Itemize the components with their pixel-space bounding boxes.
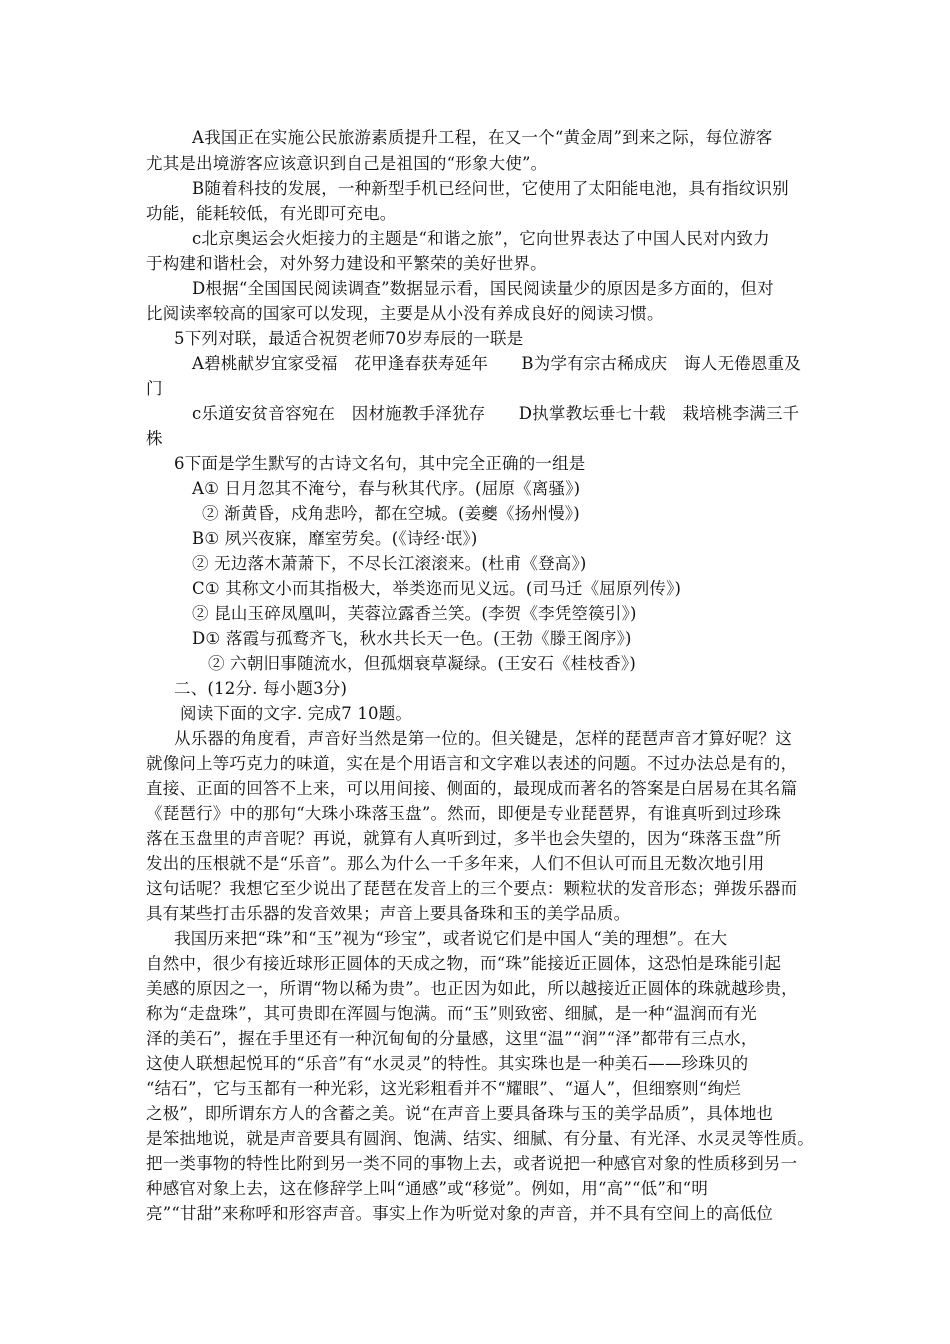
text-line: 落在玉盘里的声音呢？再说，就算有人真听到过，多半也会失望的，因为“珠落玉盘”所 xyxy=(146,829,782,848)
text-line: ② 渐黄昏，戍角悲吟，都在空城。(姜夔《扬州慢》) xyxy=(202,504,580,523)
text-line: 比阅读率较高的国家可以发现，主要是从小没有养成良好的阅读习惯。 xyxy=(146,304,664,323)
text-line: 功能，能耗较低，有光即可充电。 xyxy=(146,204,397,223)
text-line: D根据“全国国民阅读调查”数据显示看，国民阅读量少的原因是多方面的，但对 xyxy=(192,279,774,298)
text-line: 之极”，即所谓东方人的含蓄之美。说“在声音上要具备珠与玉的美学品质”，具体地也 xyxy=(146,1104,774,1123)
text-line: ② 六朝旧事随流水，但孤烟衰草凝绿。(王安石《桂枝香》) xyxy=(208,654,636,673)
text-line: 就像问上等巧克力的味道，实在是个用语言和文字难以表述的问题。不过办法总是有的， xyxy=(146,754,798,773)
text-line: 这句话呢？我想它至少说出了琵琶在发音上的三个要点：颗粒状的发音形态；弹拨乐器而 xyxy=(146,879,798,898)
section-heading: 二、(12分. 每小题3分) xyxy=(174,679,348,698)
text-line: ② 昆山玉碎凤凰叫，芙蓉泣露香兰笑。(李贺《李凭箜篌引》) xyxy=(192,604,637,623)
text-line: 自然中，很少有接近球形正圆体的天成之物，而“珠”能接近正圆体，这恐怕是珠能引起 xyxy=(146,954,782,973)
text-line: 这使人联想起悦耳的“乐音”有“水灵灵”的特性。其实珠也是一种美石——珍珠贝的 xyxy=(146,1054,749,1073)
text-line: “结石”，它与玉都有一种光彩，这光彩粗看并不“耀眼”、“逼人”，但细察则“绚烂 xyxy=(146,1079,741,1098)
text-line: A碧桃献岁宜家受福 花甲逢春获寿延年 B为学有宗古稀成庆 诲人无倦恩重及 xyxy=(192,354,801,373)
text-line: 阅读下面的文字. 完成7 10题。 xyxy=(180,704,413,723)
text-line: 泽的美石”，握在手里还有一种沉甸甸的分量感，这里“温”“润”“泽”都带有三点水， xyxy=(146,1029,758,1048)
text-line: 于构建和谐杜会，对外努力建设和平繁荣的美好世界。 xyxy=(146,254,547,273)
text-line: 株 xyxy=(146,429,163,448)
question-stem: 5下列对联，最适合祝贺老师70岁寿辰的一联是 xyxy=(174,329,524,348)
question-stem: 6下面是学生默写的古诗文名句，其中完全正确的一组是 xyxy=(174,454,586,473)
text-line: c乐道安贫音容宛在 因材施教手泽犹存 D执掌教坛垂七十载 栽培桃李满三千 xyxy=(192,404,800,423)
text-line: A我国正在实施公民旅游素质提升工程，在又一个“黄金周”到来之际，每位游客 xyxy=(192,128,773,147)
text-line: C① 其称文小而其指极大，举类迩而见义远。(司马迁《屈原列传》) xyxy=(192,579,682,598)
text-line: 发出的压根就不是“乐音”。那么为什么一千多年来，人们不但认可而且无数次地引用 xyxy=(146,854,765,873)
text-line: 直接、正面的回答不上来，可以用间接、侧面的，最现成而著名的答案是白居易在其名篇 xyxy=(146,779,798,798)
text-line: D① 落霞与孤鹜齐飞，秋水共长天一色。(王勃《滕王阁序》) xyxy=(192,629,632,648)
text-line: 具有某些打击乐器的发音效果；声音上要具备珠和玉的美学品质。 xyxy=(146,904,631,923)
text-line: 门 xyxy=(146,379,163,398)
text-line: ② 无边落木萧萧下，不尽长江滚滚来。(杜甫《登高》) xyxy=(192,554,587,573)
text-line: B随着科技的发展，一种新型手机已经问世，它使用了太阳能电池，具有指纹识别 xyxy=(192,179,789,198)
text-line: 美感的原因之一，所谓“物以稀为贵”。也正因为如此，所以越接近正圆体的珠就越珍贵， xyxy=(146,979,798,998)
text-line: 是笨拙地说，就是声音要具有圆润、饱满、结实、细腻、有分量、有光泽、水灵灵等性质。 xyxy=(146,1129,814,1148)
text-line: B① 夙兴夜寐，靡室劳矣。(《诗经·氓》) xyxy=(192,529,478,548)
text-line: c北京奥运会火炬接力的主题是“和谐之旅”，它向世界表达了中国人民对内致力 xyxy=(192,229,770,248)
text-line: 从乐器的角度看，声音好当然是第一位的。但关键是，怎样的琵琶声音才算好呢？这 xyxy=(174,729,792,748)
text-line: 把一类事物的特性比附到另一类不同的事物上去，或者说把一种感官对象的性质移到另一 xyxy=(146,1154,798,1173)
text-line: 尤其是出境游客应该意识到自己是祖国的“形象大使”。 xyxy=(146,154,548,173)
text-line: 《琵琶行》中的那句“大珠小珠落玉盘”。然而，即便是专业琵琶界，有谁真听到过珍珠 xyxy=(146,804,782,823)
text-line: 亮”“甘甜”来称呼和形容声音。事实上作为听觉对象的声音，并不具有空间上的高低位 xyxy=(146,1204,774,1223)
text-line: 种感官对象上去，这在修辞学上叫“通感”或“移觉”。例如，用“高”“低”和“明 xyxy=(146,1179,709,1198)
text-line: A① 日月忽其不淹兮，春与秋其代序。(屈原《离骚》) xyxy=(192,479,581,498)
text-line: 称为“走盘珠”，其可贵即在浑圆与饱满。而“玉”则致密、细腻，是一种“温润而有光 xyxy=(146,1004,757,1023)
text-line: 我国历来把“珠”和“玉”视为“珍宝”，或者说它们是中国人“美的理想”。在大 xyxy=(174,929,728,948)
